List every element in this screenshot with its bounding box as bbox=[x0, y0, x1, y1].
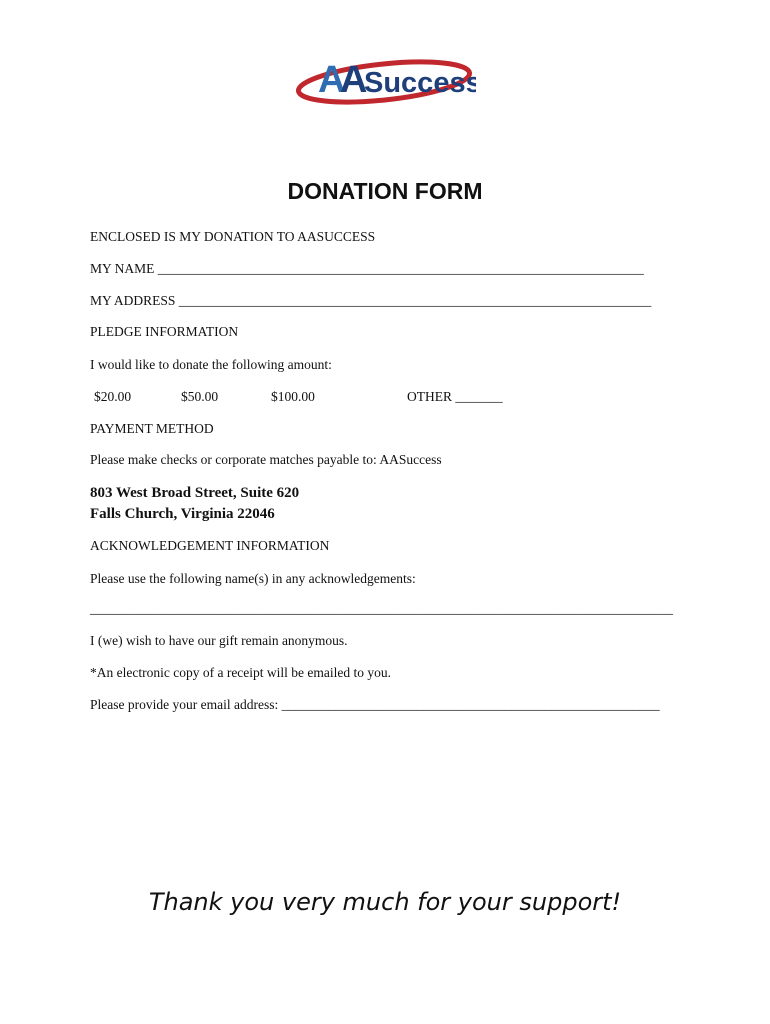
payment-text: Please make checks or corporate matches payable to: AASuccess bbox=[90, 452, 442, 467]
amount-option-20: $20.00 bbox=[94, 389, 132, 404]
name-field-line: MY NAME ________________________________________________________________________ bbox=[90, 261, 644, 276]
amount-option-other: OTHER _______ bbox=[407, 389, 503, 404]
logo-word: Success bbox=[364, 67, 476, 99]
email-field-line: Please provide your email address: ________________________________________________________ bbox=[90, 697, 660, 712]
receipt-note: *An electronic copy of a receipt will be emailed to you. bbox=[90, 665, 392, 680]
pledge-heading: PLEDGE INFORMATION bbox=[90, 324, 239, 339]
mailing-address-line1: 803 West Broad Street, Suite 620 bbox=[90, 485, 300, 501]
aasuccess-logo bbox=[294, 52, 476, 108]
logo-letter-a1: A bbox=[318, 59, 346, 101]
logo-letter-a2: A bbox=[340, 59, 368, 101]
enclosed-statement: ENCLOSED IS MY DONATION TO AASUCCESS bbox=[90, 229, 376, 244]
acknowledgement-heading: ACKNOWLEDGEMENT INFORMATION bbox=[90, 538, 330, 553]
form-title: DONATION FORM bbox=[287, 178, 483, 204]
logo-graphic bbox=[294, 52, 476, 108]
thank-you-message: Thank you very much for your support! bbox=[148, 888, 622, 916]
payment-heading: PAYMENT METHOD bbox=[90, 421, 214, 436]
amount-option-50: $50.00 bbox=[181, 389, 219, 404]
anonymous-option: I (we) wish to have our gift remain anonymous. bbox=[90, 633, 348, 648]
pledge-prompt: I would like to donate the following amount: bbox=[90, 357, 332, 372]
address-field-line: MY ADDRESS ______________________________________________________________________ bbox=[90, 293, 652, 308]
acknowledgement-name-line: ________________________________________________________________________________________ bbox=[90, 601, 673, 616]
mailing-address-line2: Falls Church, Virginia 22046 bbox=[90, 506, 275, 522]
acknowledgement-prompt: Please use the following name(s) in any acknowledgements: bbox=[90, 571, 416, 586]
amount-option-100: $100.00 bbox=[271, 389, 315, 404]
